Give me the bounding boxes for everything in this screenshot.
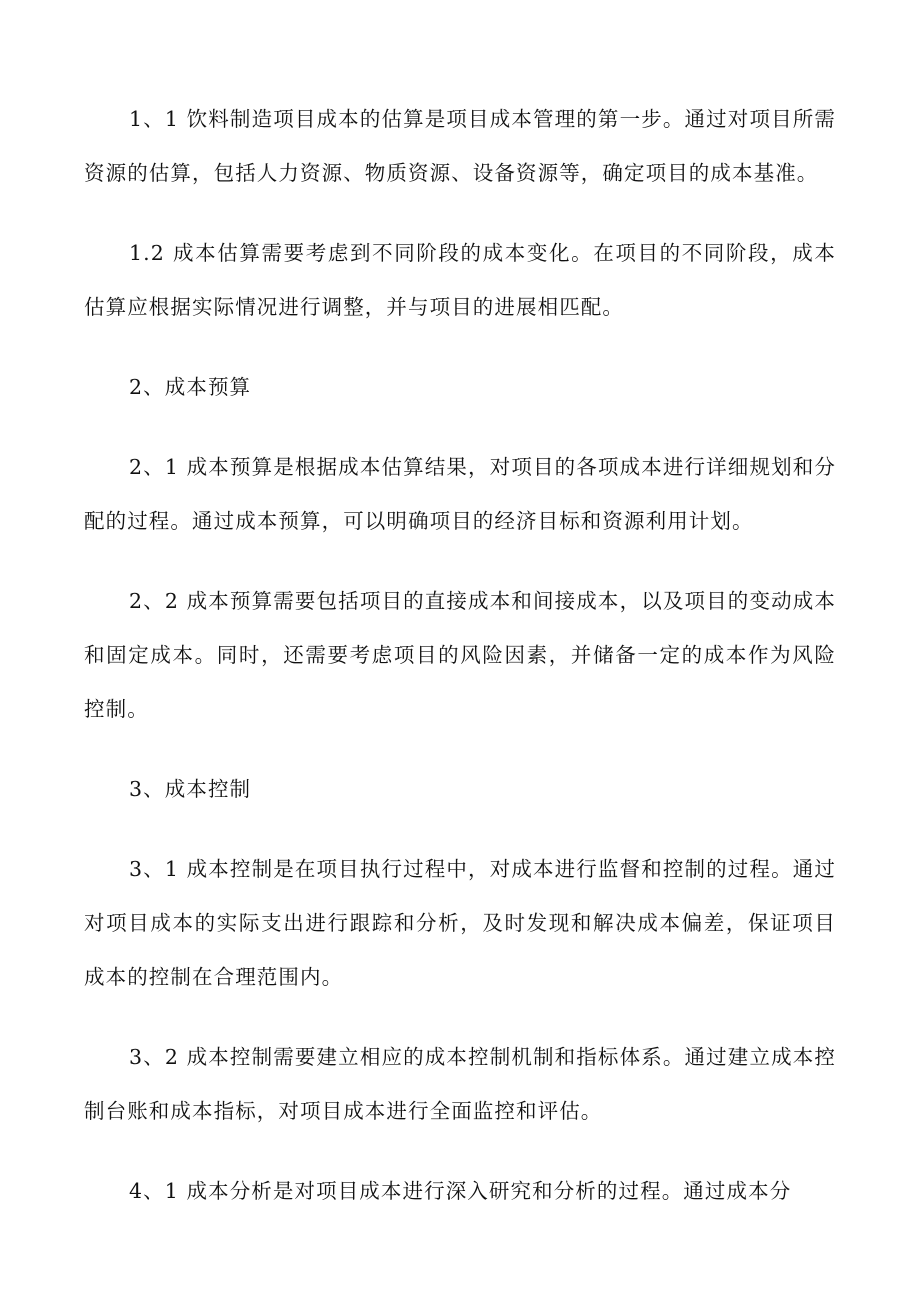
paragraph-2-2: 2、2 成本预算需要包括项目的直接成本和间接成本，以及项目的变动成本和固定成本。同时，还需要考虑项目的风险因素，并储备一定的成本作为风险控制。 (84, 589, 836, 721)
paragraph-1-2: 1.2 成本估算需要考虑到不同阶段的成本变化。在项目的不同阶段，成本估算应根据实际情况进行调整，并与项目的进展相匹配。 (84, 241, 836, 319)
paragraph-2-1: 2、1 成本预算是根据成本估算结果，对项目的各项成本进行详细规划和分配的过程。通过成本预算，可以明确项目的经济目标和资源利用计划。 (84, 455, 836, 533)
section-heading-cost-control: 3、成本控制 (129, 777, 252, 801)
document-body (84, 92, 836, 1244)
paragraph-4-1: 4、1 成本分析是对项目成本进行深入研究和分析的过程。通过成本分 (129, 1179, 792, 1203)
section-heading-cost-budget: 2、成本预算 (129, 375, 252, 399)
paragraph-3-2: 3、2 成本控制需要建立相应的成本控制机制和指标体系。通过建立成本控制台账和成本指标，对项目成本进行全面监控和评估。 (84, 1045, 836, 1123)
paragraph-3-1: 3、1 成本控制是在项目执行过程中，对成本进行监督和控制的过程。通过对项目成本的实际支出进行跟踪和分析，及时发现和解决成本偏差，保证项目成本的控制在合理范围内。 (84, 857, 836, 989)
paragraph-1-1: 1、1 饮料制造项目成本的估算是项目成本管理的第一步。通过对项目所需资源的估算，包括人力资源、物质资源、设备资源等，确定项目的成本基准。 (84, 107, 836, 185)
